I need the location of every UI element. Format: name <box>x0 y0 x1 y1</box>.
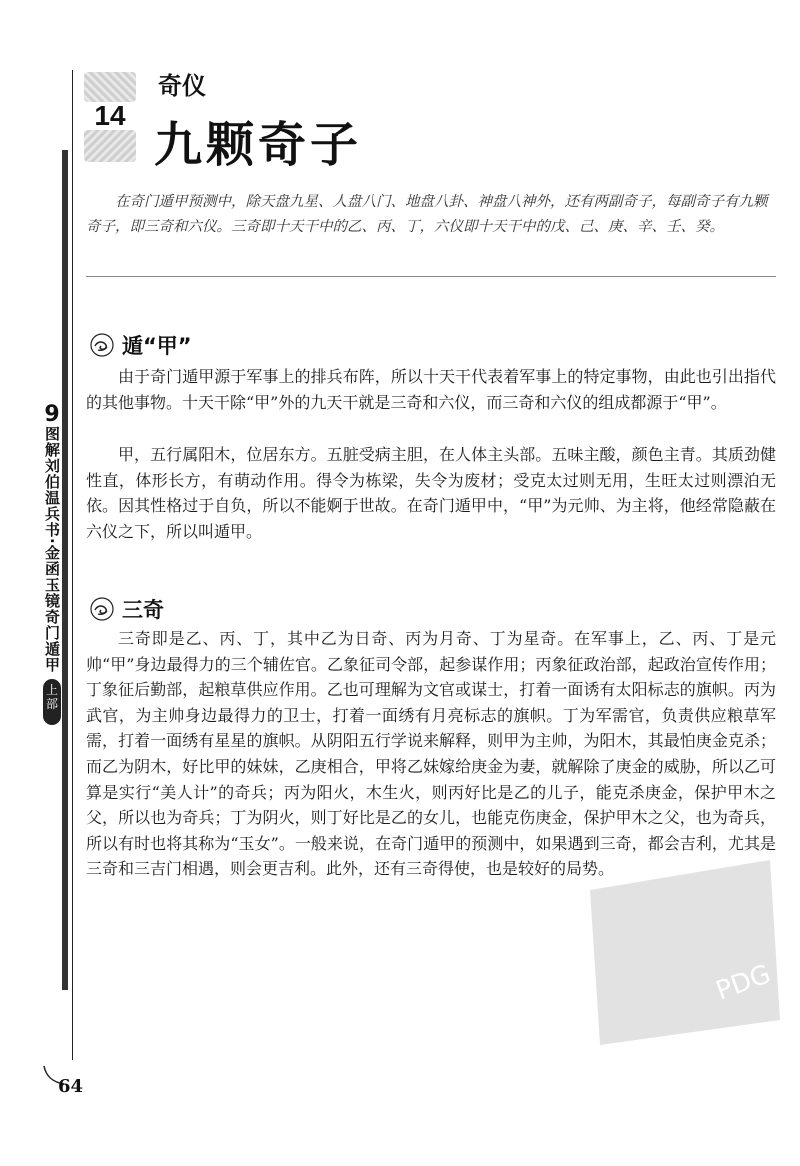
paragraph: 由于奇门遁甲源于军事上的排兵布阵，所以十天干代表着军事上的特定事物，由此也引出指代的其他事物。十天干除“甲”外的九天干就是三奇和六仪，而三奇和六仪的组成都源于“甲”。 <box>86 367 776 412</box>
paragraph: 甲，五行属阳木，位居东方。五脏受病主胆，在人体主头部。五味主酸，颜色主青。其质劲健性直，体形长方，有萌动作用。得令为栋梁，失令为废材；受克太过则无用，生旺太过则漂泊无依。因其性格过于自负，所以不能婀于世故。在奇门遁甲中，“甲”为元帅、为主将，他经常隐蔽在六仪之下，所以叫遁甲。 <box>86 445 776 541</box>
side-book-title <box>42 404 62 725</box>
watermark-text: PDG <box>712 959 775 1007</box>
side-mark: 9 <box>44 402 60 427</box>
part-badge <box>43 679 61 725</box>
chapter-subtitle: 奇仪 <box>158 72 206 100</box>
margin-rule <box>72 70 73 1060</box>
intro-divider <box>86 276 776 277</box>
cloud-ornament-icon <box>90 597 114 621</box>
chapter-intro: 在奇门遁甲预测中，除天盘九星、人盘八门、地盘八卦、神盘八神外，还有两副奇子，每副奇子有九颗奇子，即三奇和六仪。三奇即十天干中的乙、丙、丁，六仪即十天干中的戊、己、庚、辛、壬、癸。 <box>86 194 768 235</box>
watermark-stamp <box>570 850 790 1050</box>
section-heading <box>90 594 164 624</box>
ornament-bottom <box>84 130 136 162</box>
side-title: 图解刘伯温兵书·金函玉镜奇门遁甲 <box>43 426 61 673</box>
section-title: 三奇 <box>122 598 164 622</box>
section-title: 遁“甲” <box>122 334 192 358</box>
cloud-ornament-icon <box>90 333 114 357</box>
chapter-title: 九颗奇子 <box>154 117 363 173</box>
chapter-number-block <box>84 72 136 162</box>
part-label: 上部 <box>45 682 58 711</box>
paragraph: 三奇即是乙、丙、丁，其中乙为日奇、丙为月奇、丁为星奇。在军事上，乙、丙、丁是元帅“甲”身边最得力的三个辅佐官。乙象征司令部，起参谋作用；丙象征政治部，起政治宣传作用；丁象征后勤部，起粮草供应作用。乙也可理解为文官或谋士，打着一面诱有太阳标志的旗帜。丙为武官，为主帅身边最得力的卫士，打着一面绣有月亮标志的旗帜。丁为军需官，负责供应粮草军需，打着一面绣有星星的旗帜。从阴阳五行学说来解释，则甲为主帅，为阳木，其最怕庚金克杀；而乙为阴木，好比甲的妹妹，乙庚相合，甲将乙妹嫁给庚金为妻，就解除了庚金的威胁，所以乙可算是实行“美人计”的奇兵；丙为阳火，木生火，则丙好比是乙的儿子，能克杀庚金，保护甲木之父，所以也为奇兵；丁为阴火，则丁好比是乙的女儿，也能克伤庚金，保护甲木之父，也为奇兵，所以有时也将其称为“玉女”。一般来说，在奇门遁甲的预测中，如果遇到三奇，都会吉利，尤其是三奇和三吉门相遇，则会更吉利。此外，还有三奇得使，也是较好的局势。 <box>86 629 776 879</box>
page-number: 64 <box>58 1076 84 1097</box>
section-heading <box>90 330 192 360</box>
ornament-top <box>84 72 136 102</box>
chapter-number: 14 <box>94 100 126 131</box>
